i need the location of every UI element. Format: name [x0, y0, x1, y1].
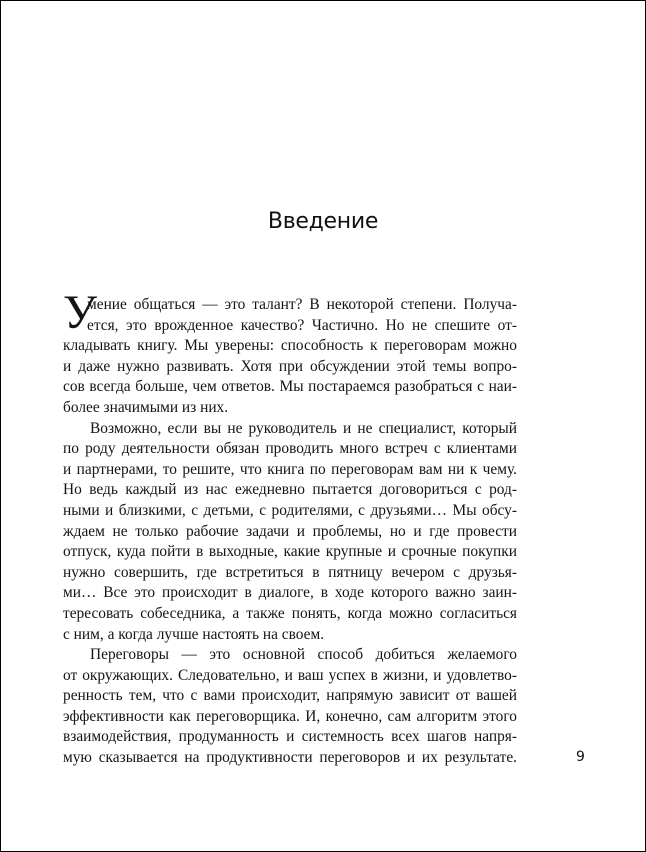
text-line: Но ведь каждый из нас ежедневно пытается договориться с род- — [63, 481, 517, 499]
text-line: от окружающих. Следовательно, и ваш успех в жизни, и удовлетво- — [63, 666, 517, 684]
text-line: взаимодействия, продуманность и системность всех шагов напря- — [63, 728, 517, 746]
drop-cap: У — [63, 286, 97, 339]
text-line: Переговоры — это основной способ добиться желаемого — [90, 646, 517, 664]
text-line: отпуск, куда пойти в выходные, какие крупные и срочные покупки — [63, 543, 517, 561]
text-line: с ним, а когда лучше настоять на своем. — [63, 625, 325, 643]
text-line: ми… Все это происходит в диалоге, в ходе которого важно заин- — [63, 584, 517, 602]
text-line: и даже нужно развивать. Хотя при обсуждении этой темы вопро- — [63, 357, 517, 375]
text-line: мение общаться — это талант? В некоторой степени. Получа- — [87, 296, 517, 313]
text-line: Возможно, если вы не руководитель и не специалист, который — [90, 419, 517, 437]
paragraph-1 — [63, 286, 517, 419]
text-line: кладывать книгу. Мы уверены: способность к переговорам можно — [63, 337, 517, 355]
chapter-title: Введение — [267, 209, 379, 234]
text-line: более значимыми из них. — [63, 398, 229, 416]
body-text — [63, 286, 517, 769]
text-line: ется, это врожденное качество? Частично. Но не спешите от- — [87, 316, 517, 334]
text-line: тересовать собеседника, а также понять, когда можно согласиться — [63, 604, 517, 622]
page-number: 9 — [576, 749, 585, 765]
text-line: эффективности как переговорщика. И, конечно, сам алгоритм этого — [63, 707, 517, 725]
text-line: сов всегда больше, чем ответов. Мы постараемся разобраться с наи- — [63, 378, 517, 396]
text-line: по роду деятельности обязан проводить много встреч с клиентами — [63, 440, 517, 458]
paragraph-2 — [63, 419, 517, 646]
text-line: ждаем не только рабочие задачи и проблемы, но и где провести — [63, 522, 517, 540]
text-line: ными и близкими, с детьми, с родителями, с друзьями… Мы обсу- — [63, 501, 517, 519]
text-line: ренность тем, что с вами происходит, напрямую зависит от вашей — [63, 687, 517, 705]
text-line: мую сказывается на продуктивности переговоров и их результате. — [63, 749, 517, 767]
text-line: и партнерами, то решите, что книга по переговорам вам ни к чему. — [63, 460, 517, 478]
text-line: нужно совершить, где встретиться в пятницу вечером с друзья- — [63, 563, 517, 581]
paragraph-3 — [63, 645, 517, 769]
